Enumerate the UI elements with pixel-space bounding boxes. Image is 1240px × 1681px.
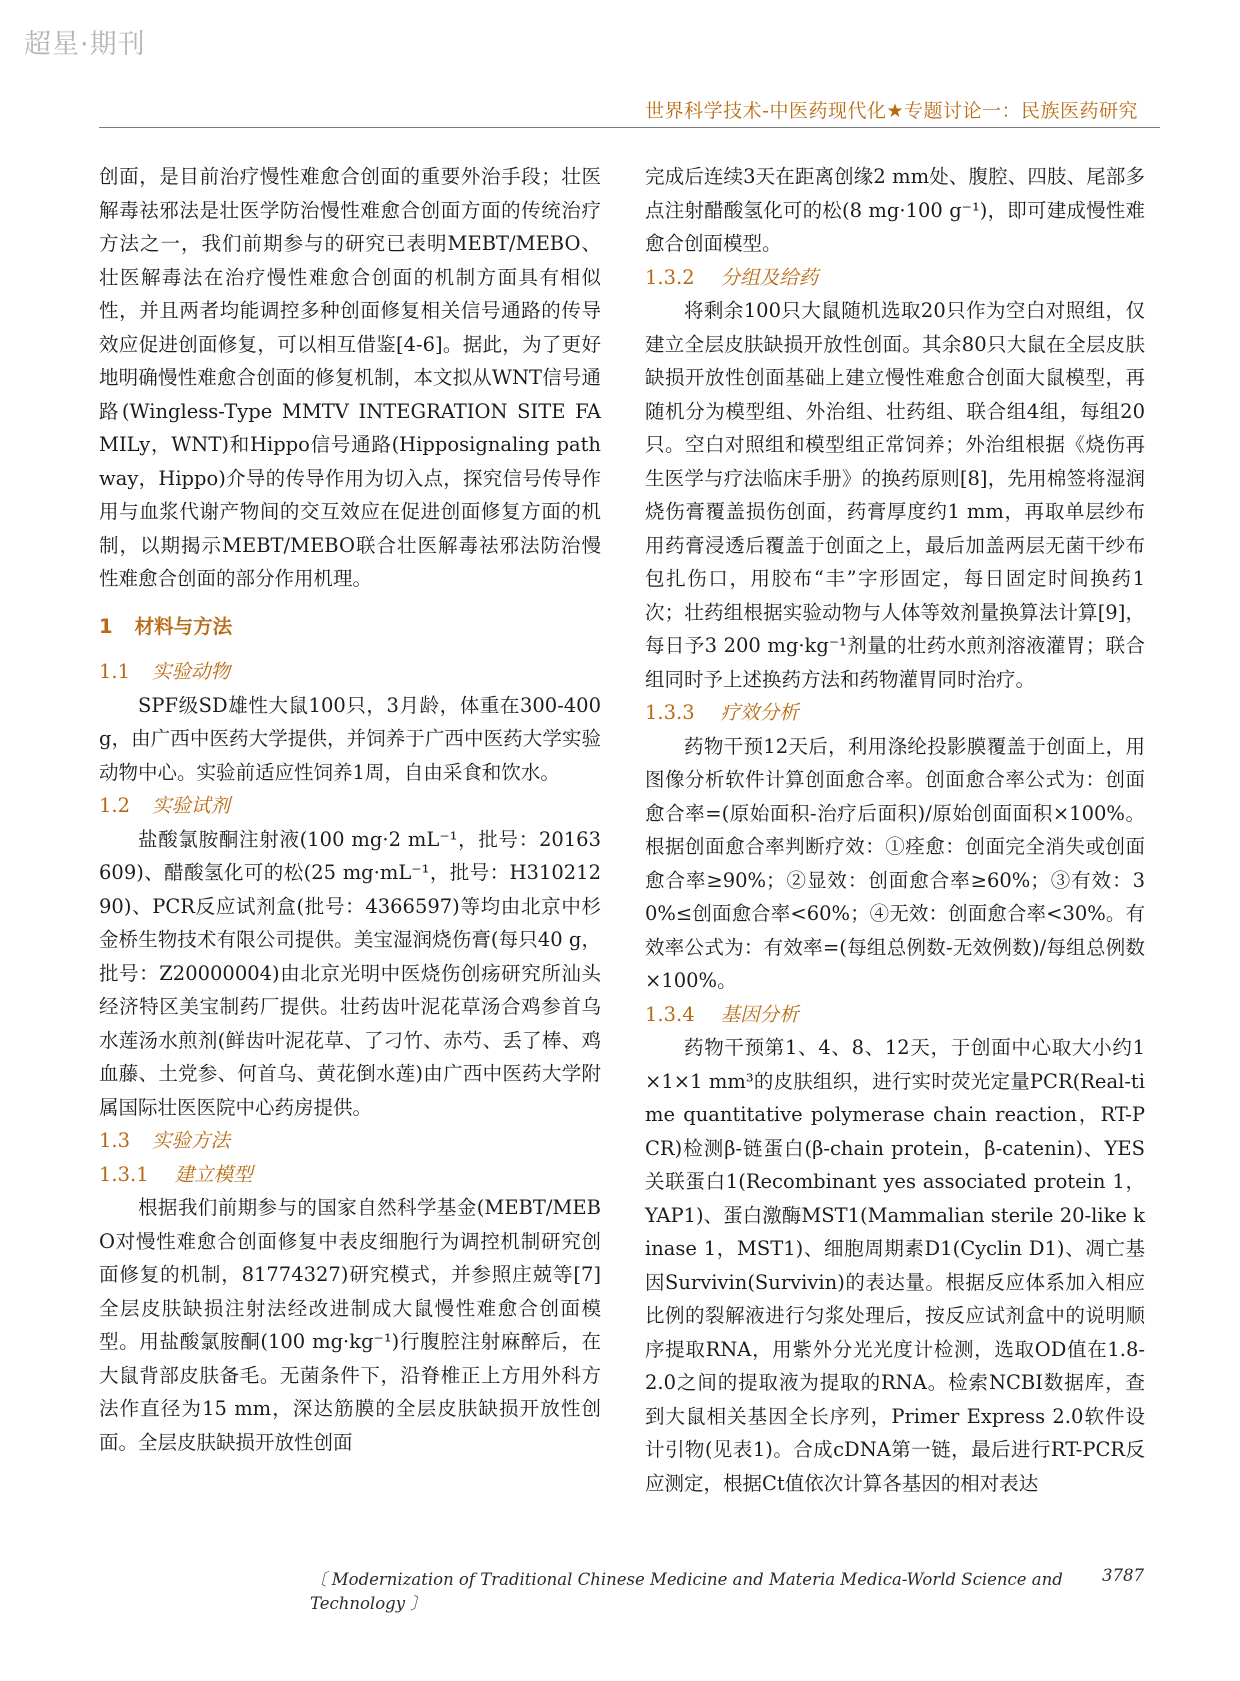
body-paragraph: 药物干预12天后，利用涤纶投影膜覆盖于创面上，用图像分析软件计算创面愈合率。创面愈合率公式为：创面愈合率=(原始面积-治疗后面积)/原始创面面积×100%。根据创面愈合率判断疗效：①痊愈：创面完全消失或创面愈合率≥90%；②显效：创面愈合率≥60%；③有效：30%≤创面愈合率<60%；④无效：创面愈合率<30%。有效率公式为：有效率=(每组总例数-无效例数)/每组总例数×100%。	[645, 734, 1145, 992]
heading-number: 1.2	[99, 794, 131, 817]
heading-title: 实验方法	[152, 1129, 231, 1152]
heading-title: 分组及给药	[720, 265, 819, 289]
page-number: 3787	[1102, 1566, 1144, 1585]
heading-number: 1	[99, 614, 113, 638]
subsection-heading	[99, 655, 601, 689]
body-paragraph: 完成后连续3天在距离创缘2 mm处、腹腔、四肢、尾部多点注射醋酸氢化可的松(8 mg·100 g⁻¹)，即可建成慢性难愈合创面模型。	[645, 165, 1145, 255]
subsection-heading	[99, 1158, 601, 1192]
section-heading	[99, 610, 601, 644]
body-paragraph: SPF级SD雄性大鼠100只，3月龄，体重在300-400 g，由广西中医药大学提供，并饲养于广西中医药大学实验动物中心。实验前适应性饲养1周，自由采食和饮水。	[99, 693, 601, 784]
body-paragraph: 将剩余100只大鼠随机选取20只作为空白对照组，仅建立全层皮肤缺损开放性创面。其余80只大鼠在全层皮肤缺损开放性创面基础上建立慢性难愈合创面大鼠模型，再随机分为模型组、外治组、壮药组、联合组4组，每组20只。空白对照组和模型组正常饲养；外治组根据《烧伤再生医学与疗法临床手册》的换药原则[8]，先用棉签将湿润烧伤膏覆盖损伤创面，药膏厚度约1 mm，再取单层纱布用药膏浸透后覆盖于创面之上，最后加盖两层无菌干纱布包扎伤口，用胶布“丰”字形固定，每日固定时间换药1次；壮药组根据实验动物与人体等效剂量换算法计算[9]，每日予3 200 mg·kg⁻¹剂量的壮药水煎剂溶液灌胃；联合组同时予上述换药方法和药物灌胃同时治疗。	[645, 299, 1145, 691]
heading-number: 1.3.1	[99, 1162, 149, 1186]
heading-title: 实验试剂	[152, 794, 231, 817]
body-paragraph: 创面，是目前治疗慢性难愈合创面的重要外治手段；壮医解毒祛邪法是壮医学防治慢性难愈合创面方面的传统治疗方法之一，我们前期参与的研究已表明MEBT/MEBO、壮医解毒法在治疗慢性难愈合创面的机制方面具有相似性，并且两者均能调控多种创面修复相关信号通路的传导效应促进创面修复，可以相互借鉴[4-6]。据此，为了更好地明确慢性难愈合创面的修复机制，本文拟从WNT信号通路(Wingless-Type MMTV INTEGRATION SITE FAMILy，WNT)和Hippo信号通路(Hipposignaling pathway，Hippo)介导的传导作用为切入点，探究信号传导作用与血浆代谢产物间的交互效应在促进创面修复方面的机制，以期揭示MEBT/MEBO联合壮医解毒祛邪法防治慢性难愈合创面的部分作用机理。	[99, 165, 601, 590]
watermark-logo: 超星·期刊	[24, 29, 146, 60]
heading-number: 1.3.2	[645, 265, 695, 289]
heading-number: 1.1	[99, 660, 131, 683]
body-paragraph: 盐酸氯胺酮注射液(100 mg·2 mL⁻¹，批号：20163609)、醋酸氢化可的松(25 mg·mL⁻¹，批号：H31021290)、PCR反应试剂盒(批号：4366597)等均由北京中杉金桥生物技术有限公司提供。美宝湿润烧伤膏(每只40 g，批号：Z20000004)由北京光明中医烧伤创疡研究所汕头经济特区美宝制药厂提供。壮药齿叶泥花草汤合鸡参首乌水莲汤水煎剂(鲜齿叶泥花草、了刁竹、赤芍、丢了棒、鸡血藤、土党参、何首乌、黄花倒水莲)由广西中医药大学附属国际壮医医院中心药房提供。	[99, 827, 601, 1119]
subsection-heading	[99, 789, 601, 823]
heading-title: 基因分析	[720, 1002, 799, 1026]
journal-name: 〔 Modernization of Traditional Chinese Medicine and Materia Medica-World Science and Technology 〕	[310, 1570, 1063, 1613]
subsection-heading	[645, 261, 1145, 295]
heading-title: 建立模型	[174, 1162, 253, 1186]
page-footer	[310, 1566, 1144, 1614]
left-column	[99, 160, 601, 1459]
subsection-heading	[645, 696, 1145, 730]
heading-number: 1.3	[99, 1129, 131, 1152]
heading-number: 1.3.3	[645, 701, 695, 724]
heading-title: 疗效分析	[720, 701, 799, 724]
body-paragraph: 药物干预第1、4、8、12天，于创面中心取大小约1×1×1 mm³的皮肤组织，进行实时荧光定量PCR(Real-time quantitative polymerase chain reaction，RT-PCR)检测β-链蛋白(β-chain protein，β-catenin)、YES关联蛋白1(Recombinant yes associated protein 1，YAP1)、蛋白激酶MST1(Mammalian sterile 20-like kinase 1，MST1)、细胞周期素D1(Cyclin D1)、凋亡基因Survivin(Survivin)的表达量。根据反应体系加入相应比例的裂解液进行匀浆处理后，按反应试剂盒中的说明顺序提取RNA，用紫外分光光度计检测，选取OD值在1.8-2.0之间的提取液为提取的RNA。检索NCBI数据库，查到大鼠相关基因全长序列，Primer Express 2.0软件设计引物(见表1)。合成cDNA第一链，最后进行RT-PCR反应测定，根据Ct值依次计算各基因的相对表达	[645, 1036, 1145, 1495]
header-rule	[99, 127, 1160, 128]
subsection-heading	[645, 998, 1145, 1032]
heading-title: 材料与方法	[134, 614, 233, 638]
heading-title: 实验动物	[152, 660, 231, 683]
running-head: 世界科学技术-中医药现代化★专题讨论一：民族医药研究	[645, 100, 1138, 122]
body-paragraph: 根据我们前期参与的国家自然科学基金(MEBT/MEBO对慢性难愈合创面修复中表皮细胞行为调控机制研究创面修复的机制，81774327)研究模式，并参照庄兢等[7]全层皮肤缺损注射法经改进制成大鼠慢性难愈合创面模型。用盐酸氯胺酮(100 mg·kg⁻¹)行腹腔注射麻醉后，在大鼠背部皮肤备毛。无菌条件下，沿脊椎正上方用外科方法作直径为15 mm，深达筋膜的全层皮肤缺损开放性创面。全层皮肤缺损开放性创面	[99, 1196, 601, 1454]
heading-number: 1.3.4	[645, 1002, 695, 1026]
subsection-heading	[99, 1124, 601, 1158]
right-column	[645, 160, 1145, 1500]
